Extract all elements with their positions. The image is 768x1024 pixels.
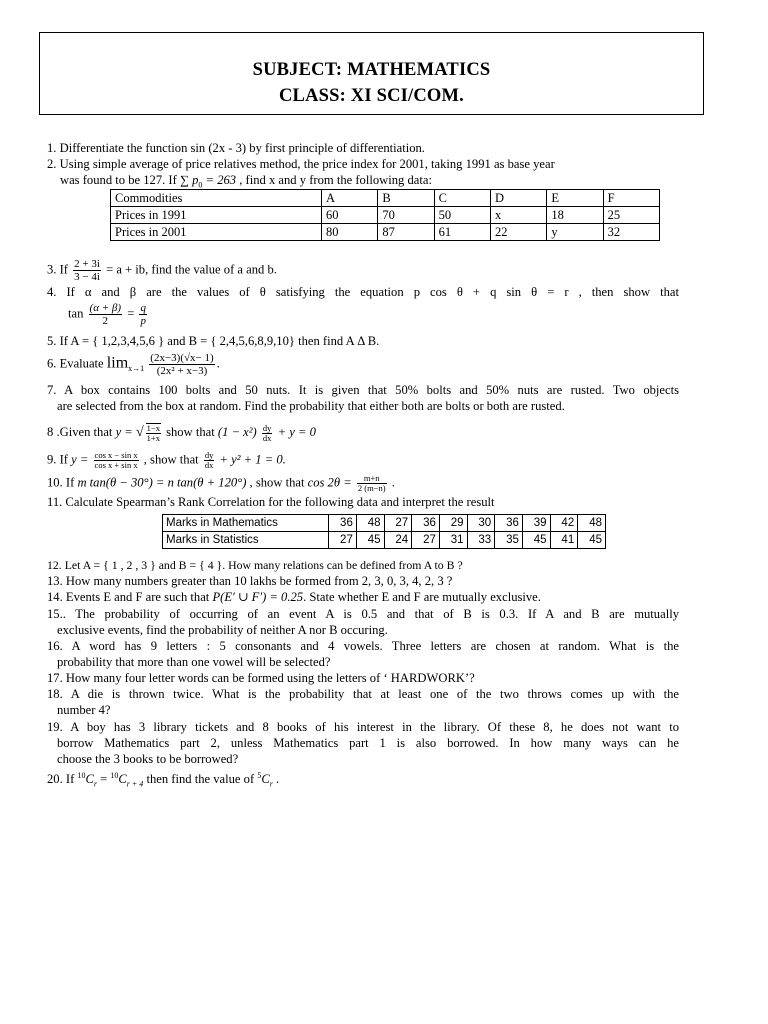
question-5 <box>47 333 379 349</box>
table-cell: 80 <box>322 224 378 241</box>
question-15-line-2 <box>57 622 388 638</box>
equals-sign: = <box>127 306 135 321</box>
fraction <box>89 302 123 327</box>
question-text: 8 .Given that <box>47 424 116 439</box>
question-3 <box>47 258 277 283</box>
question-15 <box>47 606 679 622</box>
table-cell: 31 <box>439 532 467 549</box>
question-number: 3. If <box>47 262 68 277</box>
fraction <box>204 451 215 470</box>
period: . <box>272 772 280 787</box>
subscript: r <box>269 779 273 789</box>
question-text: then find the value of <box>143 772 258 787</box>
question-text: . State whether E and F are mutually exclusive. <box>303 590 541 604</box>
table-cell: 29 <box>439 515 467 532</box>
fraction-denominator: (2x² + x−3) <box>156 365 208 377</box>
question-4 <box>47 284 679 300</box>
fraction-numerator: dy <box>262 422 272 433</box>
question-9 <box>47 451 286 470</box>
math-expression: y = <box>115 424 133 439</box>
question-text: 10. If <box>47 475 78 490</box>
question-number: 2. <box>47 157 57 171</box>
table-cell: 35 <box>495 532 523 549</box>
question-text: 13. How many numbers greater than 10 lakhs be formed from 2, 3, 0, 3, 4, 2, 3 ? <box>47 574 453 588</box>
class-title: CLASS: XI SCI/COM. <box>278 86 465 106</box>
table-cell: Prices in 1991 <box>111 207 322 224</box>
table-cell: 27 <box>412 532 440 549</box>
table-row <box>111 207 660 224</box>
fraction-denominator: dx <box>262 432 272 443</box>
math-expression: + y² + 1 = 0. <box>219 452 286 467</box>
table-cell: 41 <box>550 532 578 549</box>
table-cell: 39 <box>522 515 550 532</box>
question-text: show that <box>166 424 218 439</box>
question-text: number 4? <box>57 703 111 717</box>
table-cell: 27 <box>384 515 412 532</box>
table-cell: 22 <box>490 224 546 241</box>
question-text: 4. If α and β are the values of θ satisfying the equation p cos θ + q sin θ = r , then show that <box>47 285 679 299</box>
subscript: r <box>93 779 97 789</box>
tan-label: tan <box>68 306 84 321</box>
question-19-line-3 <box>57 751 238 767</box>
marks-table <box>162 514 606 549</box>
table-cell: 36 <box>495 515 523 532</box>
question-text: 20. If <box>47 772 78 787</box>
limit-symbol: lim <box>106 354 129 372</box>
table-row <box>163 515 606 532</box>
table-cell: 36 <box>329 515 357 532</box>
sqrt-symbol: √ <box>135 424 144 440</box>
sum-symbol: ∑ p <box>179 173 199 187</box>
question-text: was found to be 127. If <box>60 173 180 187</box>
table-cell: 60 <box>322 207 378 224</box>
question-text: 15.. The probability of occurring of an event A is 0.5 and that of B is 0.3. If A and B are mutually <box>47 607 679 621</box>
fraction-denominator: dx <box>204 460 214 470</box>
table-cell: 42 <box>550 515 578 532</box>
question-number: 1. <box>47 141 57 155</box>
question-text: 12. Let A = { 1 , 2 , 3 } and B = { 4 }. How many relations can be defined from A to B ? <box>47 558 463 572</box>
question-12 <box>47 557 463 573</box>
table-cell: y <box>547 224 603 241</box>
fraction-numerator: m+n <box>357 474 387 484</box>
table-cell: 25 <box>603 207 659 224</box>
question-text: Differentiate the function sin (2x - 3) by first principle of differentiation. <box>59 141 425 155</box>
fraction-denominator: 2 <box>102 315 109 327</box>
math-expression: cos 2θ = <box>307 475 352 490</box>
table-cell: 61 <box>434 224 490 241</box>
period: . <box>391 475 395 490</box>
question-7 <box>47 382 679 398</box>
question-text: 19. A boy has 3 library tickets and 8 books of his interest in the library. Of these 8, he does not want to <box>47 720 679 734</box>
table-cell: 50 <box>434 207 490 224</box>
table-cell: 45 <box>356 532 384 549</box>
question-text: 5. If A = { 1,2,3,4,5,6 } and B = { 2,4,5,6,8,9,10} then find A Δ B. <box>47 334 380 348</box>
superscript: 10 <box>110 771 119 780</box>
question-4-equation <box>68 302 149 327</box>
math-expression: m tan(θ − 30°) = n tan(θ + 120°) <box>77 475 247 490</box>
fraction <box>146 423 161 443</box>
table-cell: Marks in Statistics <box>163 532 329 549</box>
question-text: choose the 3 books to be borrowed? <box>57 752 239 766</box>
subject-title: SUBJECT: MATHEMATICS <box>252 60 491 80</box>
question-20 <box>47 768 279 793</box>
question-16-line-2 <box>57 654 330 670</box>
subscript: 0 <box>198 180 203 190</box>
combination-symbol: C <box>261 772 270 787</box>
fraction-numerator: 2 + 3i <box>74 258 100 270</box>
fraction <box>139 302 147 327</box>
question-text: are selected from the box at random. Find the probability that either both are bolts or both are rusted. <box>57 399 565 413</box>
table-cell: Commodities <box>111 190 322 207</box>
table-cell: 30 <box>467 515 495 532</box>
fraction-denominator: 1+x <box>146 433 160 443</box>
table-cell: 27 <box>329 532 357 549</box>
math-expression: (1 − x²) <box>217 424 257 439</box>
fraction-numerator: cos x − sin x <box>94 450 138 460</box>
period: . <box>216 356 220 371</box>
table-cell: 48 <box>578 515 606 532</box>
question-text: 16. A word has 9 letters : 5 consonants and 4 vowels. Three letters are chosen at random. What is the <box>47 639 679 653</box>
table-cell: 45 <box>578 532 606 549</box>
table-cell: C <box>434 190 490 207</box>
math-expression: + y = 0 <box>277 424 316 439</box>
math-expression: P(E′ ∪ F′) = 0.25 <box>212 590 304 604</box>
question-8 <box>47 423 316 443</box>
question-2 <box>47 156 555 172</box>
combination-symbol: C <box>118 772 127 787</box>
superscript: 5 <box>257 771 262 780</box>
fraction-numerator: 1−x <box>146 423 160 433</box>
question-text: , find x and y from the following data: <box>236 173 432 187</box>
question-17 <box>47 670 475 686</box>
table-cell: 24 <box>384 532 412 549</box>
question-text: = a + ib, find the value of a and b. <box>106 262 277 277</box>
fraction-denominator: cos x + sin x <box>94 460 138 470</box>
sum-value: = 263 <box>202 173 237 187</box>
table-cell: 33 <box>467 532 495 549</box>
table-row <box>111 190 660 207</box>
question-text: , show that <box>143 452 202 467</box>
question-text: exclusive events, find the probability of neither A nor B occuring. <box>57 623 388 637</box>
question-16 <box>47 638 679 654</box>
header-box <box>39 32 704 115</box>
table-row <box>163 532 606 549</box>
table-cell: 36 <box>412 515 440 532</box>
price-table <box>110 189 660 241</box>
table-cell: D <box>490 190 546 207</box>
subscript: r + 4 <box>126 779 144 789</box>
question-13 <box>47 573 452 589</box>
table-cell: B <box>378 190 434 207</box>
table-cell: 32 <box>603 224 659 241</box>
question-text: probability that more than one vowel will be selected? <box>57 655 331 669</box>
table-cell: F <box>603 190 659 207</box>
question-11 <box>47 494 495 510</box>
question-19 <box>47 719 679 735</box>
fraction-numerator: (α + β) <box>89 302 122 314</box>
question-10 <box>47 474 395 493</box>
question-text: 14. Events E and F are such that <box>47 590 213 604</box>
equals-sign: = <box>96 772 111 787</box>
question-18 <box>47 686 679 702</box>
question-text: Using simple average of price relatives method, the price index for 2001, taking 1991 as base year <box>59 157 555 171</box>
question-text: 11. Calculate Spearman’s Rank Correlation for the following data and interpret the result <box>47 495 495 509</box>
fraction <box>262 424 273 443</box>
table-cell: x <box>490 207 546 224</box>
fraction-denominator: 3 − 4i <box>74 271 100 283</box>
question-18-line-2 <box>57 702 111 718</box>
superscript: 10 <box>77 771 86 780</box>
question-19-line-2 <box>57 735 679 751</box>
question-text: 9. If <box>47 452 72 467</box>
fraction <box>357 474 387 493</box>
table-cell: 70 <box>378 207 434 224</box>
combination-symbol: C <box>85 772 94 787</box>
question-text: 6. Evaluate <box>47 356 107 371</box>
question-text: 7. A box contains 100 bolts and 50 nuts. It is given that 50% bolts and 50% nuts are rusted. Two objects <box>47 383 679 397</box>
table-cell: 48 <box>356 515 384 532</box>
table-row <box>111 224 660 241</box>
question-text: 17. How many four letter words can be formed using the letters of ‘ HARDWORK’? <box>47 671 475 685</box>
fraction-numerator: q <box>140 302 146 314</box>
table-cell: Marks in Mathematics <box>163 515 329 532</box>
question-6 <box>47 352 220 377</box>
table-cell: A <box>322 190 378 207</box>
table-cell: 87 <box>378 224 434 241</box>
math-expression: y = <box>71 452 89 467</box>
table-cell: E <box>547 190 603 207</box>
limit-subscript: x→1 <box>128 363 145 373</box>
table-cell: 45 <box>522 532 550 549</box>
fraction-numerator: dy <box>204 450 214 460</box>
question-7-line-2 <box>57 398 565 414</box>
fraction-numerator: (2x−3)(√x− 1) <box>150 352 214 364</box>
fraction-denominator: 2 (m−n) <box>357 483 386 493</box>
question-1 <box>47 140 425 156</box>
fraction <box>94 451 139 470</box>
question-text: , show that <box>246 475 308 490</box>
fraction-denominator: p <box>140 315 146 327</box>
table-cell: Prices in 2001 <box>111 224 322 241</box>
question-14 <box>47 589 541 605</box>
table-cell: 18 <box>547 207 603 224</box>
question-text: 18. A die is thrown twice. What is the probability that at least one of the two throws comes up with the <box>47 687 679 701</box>
question-text: borrow Mathematics part 2, unless Mathematics part 1 is also borrowed. In how many ways can he <box>57 736 679 750</box>
fraction <box>149 352 214 377</box>
fraction <box>73 258 101 283</box>
